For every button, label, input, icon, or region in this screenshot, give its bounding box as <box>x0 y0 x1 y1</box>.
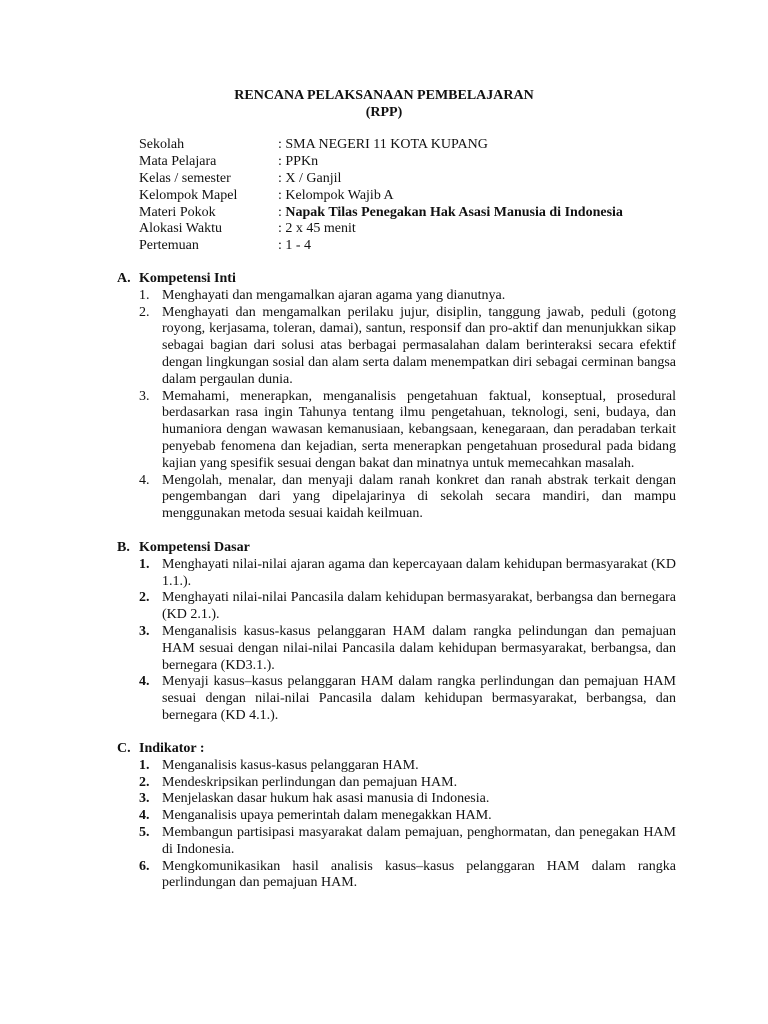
info-value: : 2 x 45 menit <box>278 221 356 237</box>
title-line-1: RENCANA PELAKSANAAN PEMBELAJARAN <box>234 88 534 103</box>
item-number: 3. <box>139 623 150 639</box>
list-item <box>117 808 676 825</box>
info-label: Alokasi Waktu <box>139 221 222 237</box>
item-text: Menghayati nilai-nilai ajaran agama dan kepercayaan dalam kehidupan bermasyarakat (KD 1.1.). <box>162 556 676 589</box>
item-text: Mengolah, menalar, dan menyaji dalam ranah konkret dan ranah abstrak terkait dengan pengembangan dari yang dipelajarinya di sekolah secara mandiri, dan mampu menggunakan metoda sesuai kaidah keilmuan. <box>162 472 676 522</box>
info-row-materi-pokok <box>139 205 623 222</box>
list-item <box>117 674 676 724</box>
list-item <box>117 473 676 523</box>
document-title <box>0 88 768 122</box>
item-text: Menganalisis kasus-kasus pelanggaran HAM dalam rangka pelindungan dan pemajuan HAM sesuai dengan nilai-nilai Pancasila dalam kehidupan bermasyarakat, berbangsa, dan bernegara (KD3.1.). <box>162 623 676 673</box>
item-text: Menghayati dan mengamalkan ajaran agama yang dianutnya. <box>162 287 506 303</box>
section-kompetensi-dasar <box>117 540 676 725</box>
item-text: Menjelaskan dasar hukum hak asasi manusia di Indonesia. <box>162 791 490 807</box>
item-number: 4. <box>139 472 150 488</box>
info-value-bold: Napak Tilas Penegakan Hak Asasi Manusia di Indonesia <box>285 204 623 220</box>
list-item <box>117 624 676 674</box>
section-heading <box>117 540 676 557</box>
item-number: 1. <box>139 556 150 572</box>
item-text: Mendeskripsikan perlindungan dan pemajuan HAM. <box>162 774 458 790</box>
item-text: Memahami, menerapkan, menganalisis pengetahuan faktual, konseptual, prosedural berdasarkan rasa ingin Tahunya tentang ilmu pengetahuan, teknologi, seni, budaya, dan humaniora dengan wawasan kemanusiaan, kebangsaan, kenegaraan, dan peradaban terkait penyebab fenomena dan kejadian, serta menerapkan pengetahuan prosedural pada bidang kajian yang spesifik sesuai dengan bakat dan minatnya untuk memecahkan masalah. <box>162 388 676 471</box>
item-number: 1. <box>139 757 150 773</box>
info-value <box>278 205 623 222</box>
item-text: Menghayati dan mengamalkan perilaku jujur, disiplin, tanggung jawab, peduli (gotong royong, kerjasama, toleran, damai), santun, responsif dan pro-aktif dan menunjukkan sikap sebagai bagian dari solusi atas berbagai permasalahan dalam berinteraksi secara efektif dengan lingkungan sosial dan alam serta dalam menempatkan diri sebagai cerminan bangsa dalam pergaulan dunia. <box>162 304 676 387</box>
info-row-kelompok-mapel <box>139 188 623 205</box>
item-text: Menyaji kasus–kasus pelanggaran HAM dalam rangka perlindungan dan pemajuan HAM sesuai dengan nilai-nilai Pancasila dalam kehidupan bermasyarakat, berbangsa, dan bernegara (KD 4.1.). <box>162 674 676 723</box>
section-heading <box>117 741 676 758</box>
info-value: : Kelompok Wajib A <box>278 187 394 203</box>
list-item <box>117 859 676 893</box>
item-number: 2. <box>139 590 150 606</box>
section-kompetensi-inti <box>117 271 676 523</box>
item-number: 3. <box>139 791 150 807</box>
info-value: : X / Ganjil <box>278 170 342 186</box>
list-item <box>117 288 676 305</box>
list-item <box>117 590 676 624</box>
item-text: Mengkomunikasikan hasil analisis kasus–kasus pelanggaran HAM dalam rangka perlindungan dan pemajuan HAM. <box>162 858 676 891</box>
info-row-sekolah <box>139 137 623 154</box>
list-item <box>117 758 676 775</box>
item-number: 2. <box>139 304 150 320</box>
info-value: : SMA NEGERI 11 KOTA KUPANG <box>278 137 488 152</box>
info-value: : PPKn <box>278 153 319 169</box>
info-value: : 1 - 4 <box>278 238 312 254</box>
item-number: 1. <box>139 287 150 303</box>
list-item <box>117 305 676 389</box>
info-label: Pertemuan <box>139 238 199 254</box>
item-number: 6. <box>139 858 150 874</box>
section-letter: C. <box>117 741 131 756</box>
section-letter: A. <box>117 271 131 286</box>
info-label: Kelompok Mapel <box>139 187 238 203</box>
identity-table <box>139 137 623 255</box>
info-value-prefix: : <box>278 204 286 220</box>
list-item <box>117 389 676 473</box>
info-label: Kelas / semester <box>139 170 231 186</box>
item-number: 4. <box>139 674 150 690</box>
section-title: Indikator : <box>139 741 205 756</box>
section-title: Kompetensi Dasar <box>139 540 250 555</box>
item-text: Membangun partisipasi masyarakat dalam pemajuan, penghormatan, dan penegakan HAM di Indonesia. <box>162 824 676 857</box>
item-text: Menganalisis kasus-kasus pelanggaran HAM. <box>162 757 419 773</box>
info-row-kelas-semester <box>139 171 623 188</box>
item-number: 2. <box>139 774 150 790</box>
list-item <box>117 825 676 859</box>
list-item <box>117 775 676 792</box>
info-row-pertemuan <box>139 238 623 255</box>
info-label: Mata Pelajara <box>139 153 217 169</box>
list-item <box>117 791 676 808</box>
item-text: Menghayati nilai-nilai Pancasila dalam kehidupan bermasyarakat, berbangsa dan bernegara (KD 2.1.). <box>162 590 676 623</box>
info-label: Sekolah <box>139 137 185 152</box>
section-title: Kompetensi Inti <box>139 271 236 286</box>
section-heading <box>117 271 676 288</box>
info-row-alokasi-waktu <box>139 221 623 238</box>
section-indikator <box>117 741 676 892</box>
title-line-2: (RPP) <box>365 105 403 120</box>
list-item <box>117 557 676 591</box>
info-row-mata-pelajaran <box>139 154 623 171</box>
item-number: 5. <box>139 824 150 840</box>
item-text: Menganalisis upaya pemerintah dalam menegakkan HAM. <box>162 808 492 824</box>
item-number: 3. <box>139 388 150 404</box>
section-letter: B. <box>117 540 130 555</box>
info-label: Materi Pokok <box>139 204 216 220</box>
item-number: 4. <box>139 808 150 824</box>
